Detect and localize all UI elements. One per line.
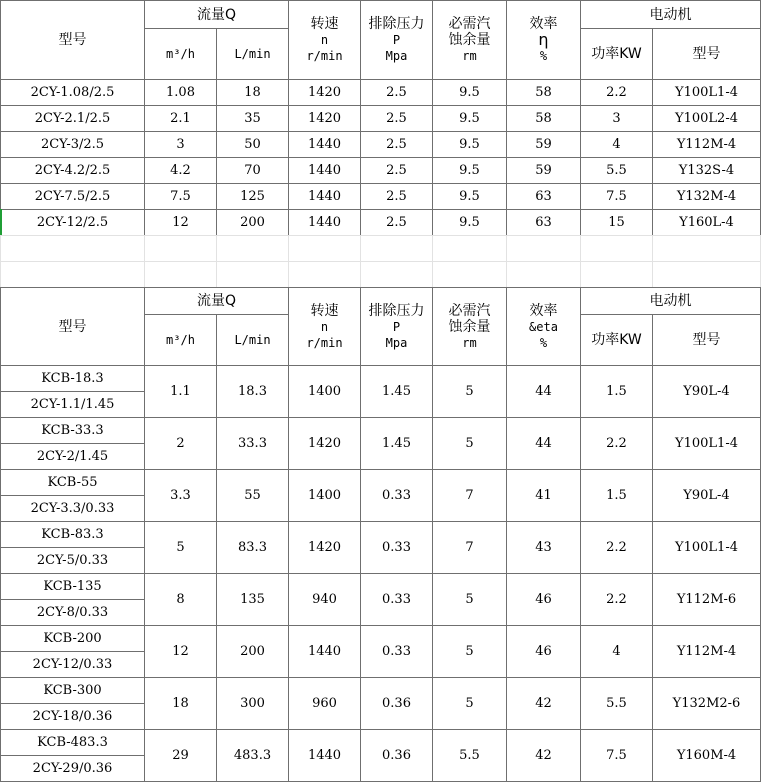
header-efficiency-title: 效率 bbox=[529, 16, 558, 32]
flow-lmin-cell[interactable]: 300 bbox=[217, 678, 289, 730]
header-npsh-unit: rm bbox=[462, 49, 477, 63]
header-pressure[interactable] bbox=[361, 288, 433, 366]
model-cell[interactable]: 2CY-12/2.5 bbox=[1, 210, 145, 236]
header-speed-title: 转速 bbox=[310, 302, 339, 319]
speed-cell[interactable]: 1420 bbox=[289, 522, 361, 574]
efficiency-cell[interactable]: 43 bbox=[507, 522, 581, 574]
motor-power-cell[interactable]: 4 bbox=[581, 626, 653, 678]
npsh-cell[interactable]: 5 bbox=[433, 626, 507, 678]
model-cell-kcb[interactable]: KCB-55 bbox=[1, 470, 145, 496]
motor-power-cell[interactable]: 4 bbox=[581, 132, 653, 158]
header-npsh[interactable] bbox=[433, 288, 507, 366]
efficiency-cell[interactable]: 63 bbox=[507, 184, 581, 210]
motor-model-cell[interactable]: Y90L-4 bbox=[653, 470, 761, 522]
header-efficiency[interactable] bbox=[507, 288, 581, 366]
motor-power-cell[interactable]: 15 bbox=[581, 210, 653, 236]
table-row bbox=[1, 80, 761, 106]
header-efficiency-unit: % bbox=[539, 335, 548, 350]
pressure-cell[interactable]: 0.33 bbox=[361, 470, 433, 522]
table2-body bbox=[1, 366, 761, 782]
motor-power-cell[interactable]: 1.5 bbox=[581, 470, 653, 522]
flow-m3h-cell[interactable]: 4.2 bbox=[145, 158, 217, 184]
motor-model-cell[interactable]: Y100L1-4 bbox=[653, 418, 761, 470]
empty-cell[interactable] bbox=[581, 262, 653, 288]
empty-cell[interactable] bbox=[361, 236, 433, 262]
header-motor-power[interactable]: 功率KW bbox=[581, 29, 653, 80]
flow-m3h-cell[interactable]: 1.08 bbox=[145, 80, 217, 106]
header-speed[interactable] bbox=[289, 288, 361, 366]
table-row bbox=[1, 184, 761, 210]
flow-m3h-cell[interactable]: 5 bbox=[145, 522, 217, 574]
efficiency-cell[interactable]: 46 bbox=[507, 574, 581, 626]
header-motor-power[interactable]: 功率KW bbox=[581, 315, 653, 366]
motor-power-cell[interactable]: 2.2 bbox=[581, 418, 653, 470]
efficiency-cell[interactable]: 63 bbox=[507, 210, 581, 236]
empty-cell[interactable] bbox=[507, 236, 581, 262]
empty-cell[interactable] bbox=[1, 236, 145, 262]
model-cell-2cy[interactable]: 2CY-5/0.33 bbox=[1, 548, 145, 574]
speed-cell[interactable]: 960 bbox=[289, 678, 361, 730]
motor-model-cell[interactable]: Y132M-4 bbox=[653, 184, 761, 210]
header-pressure-title: 排除压力 bbox=[368, 16, 425, 32]
pressure-cell[interactable]: 2.5 bbox=[361, 132, 433, 158]
flow-m3h-cell[interactable]: 3.3 bbox=[145, 470, 217, 522]
npsh-cell[interactable]: 9.5 bbox=[433, 210, 507, 236]
npsh-cell[interactable]: 9.5 bbox=[433, 158, 507, 184]
motor-power-cell[interactable]: 2.2 bbox=[581, 80, 653, 106]
flow-lmin-cell[interactable]: 50 bbox=[217, 132, 289, 158]
empty-cell[interactable] bbox=[289, 236, 361, 262]
speed-cell[interactable]: 1420 bbox=[289, 80, 361, 106]
header-efficiency-title: 效率 bbox=[529, 302, 558, 319]
header-efficiency-symbol: η bbox=[538, 30, 549, 49]
empty-cell[interactable] bbox=[653, 236, 761, 262]
header-npsh-line1: 必需汽 bbox=[448, 302, 491, 319]
table-row bbox=[1, 730, 761, 756]
flow-lmin-cell[interactable]: 33.3 bbox=[217, 418, 289, 470]
npsh-cell[interactable]: 5.5 bbox=[433, 730, 507, 782]
model-cell-2cy[interactable]: 2CY-3.3/0.33 bbox=[1, 496, 145, 522]
npsh-cell[interactable]: 9.5 bbox=[433, 132, 507, 158]
empty-cell[interactable] bbox=[1, 262, 145, 288]
efficiency-cell[interactable]: 41 bbox=[507, 470, 581, 522]
npsh-cell[interactable]: 5 bbox=[433, 418, 507, 470]
model-cell[interactable]: 2CY-4.2/2.5 bbox=[1, 158, 145, 184]
empty-cell[interactable] bbox=[145, 236, 217, 262]
npsh-cell[interactable]: 9.5 bbox=[433, 184, 507, 210]
flow-m3h-cell[interactable]: 12 bbox=[145, 210, 217, 236]
header-speed-symbol: n bbox=[320, 319, 329, 334]
model-cell[interactable]: 2CY-3/2.5 bbox=[1, 132, 145, 158]
table-row bbox=[1, 158, 761, 184]
row-selection-marker bbox=[0, 209, 2, 235]
header-pressure-symbol: P bbox=[392, 319, 401, 334]
header-speed-unit: r/min bbox=[306, 49, 343, 63]
empty-cell[interactable] bbox=[507, 262, 581, 288]
motor-model-cell[interactable]: Y100L1-4 bbox=[653, 80, 761, 106]
pressure-cell[interactable]: 0.33 bbox=[361, 574, 433, 626]
efficiency-cell[interactable]: 46 bbox=[507, 626, 581, 678]
npsh-cell[interactable]: 5 bbox=[433, 574, 507, 626]
model-cell-kcb[interactable]: KCB-483.3 bbox=[1, 730, 145, 756]
model-cell-kcb[interactable]: KCB-300 bbox=[1, 678, 145, 704]
model-cell[interactable]: 2CY-7.5/2.5 bbox=[1, 184, 145, 210]
npsh-cell[interactable]: 9.5 bbox=[433, 106, 507, 132]
model-cell-2cy[interactable]: 2CY-8/0.33 bbox=[1, 600, 145, 626]
header-flow-lmin[interactable]: L/min bbox=[217, 315, 289, 366]
npsh-cell[interactable]: 5 bbox=[433, 366, 507, 418]
empty-cell[interactable] bbox=[433, 236, 507, 262]
header-flow[interactable]: 流量Q bbox=[145, 288, 289, 315]
motor-power-cell[interactable]: 5.5 bbox=[581, 678, 653, 730]
flow-lmin-cell[interactable]: 70 bbox=[217, 158, 289, 184]
header-flow[interactable]: 流量Q bbox=[145, 1, 289, 29]
efficiency-cell[interactable]: 42 bbox=[507, 730, 581, 782]
flow-m3h-cell[interactable]: 2.1 bbox=[145, 106, 217, 132]
header-pressure-symbol: P bbox=[392, 33, 401, 47]
flow-lmin-cell[interactable]: 83.3 bbox=[217, 522, 289, 574]
speed-cell[interactable]: 1440 bbox=[289, 730, 361, 782]
table-row bbox=[1, 522, 761, 548]
motor-power-cell[interactable]: 3 bbox=[581, 106, 653, 132]
header-npsh[interactable] bbox=[433, 1, 507, 80]
table-row bbox=[1, 574, 761, 600]
pressure-cell[interactable]: 0.33 bbox=[361, 522, 433, 574]
model-cell-kcb[interactable]: KCB-200 bbox=[1, 626, 145, 652]
flow-m3h-cell[interactable]: 12 bbox=[145, 626, 217, 678]
header-motor[interactable]: 电动机 bbox=[581, 288, 761, 315]
header-npsh-line1: 必需汽 bbox=[448, 16, 491, 32]
motor-power-cell[interactable]: 7.5 bbox=[581, 184, 653, 210]
flow-lmin-cell[interactable]: 200 bbox=[217, 626, 289, 678]
pump-spec-table-2cy bbox=[0, 0, 761, 236]
table-row bbox=[1, 626, 761, 652]
pressure-cell[interactable]: 2.5 bbox=[361, 106, 433, 132]
empty-cell[interactable] bbox=[433, 262, 507, 288]
header-npsh-line2: 蚀余量 bbox=[448, 32, 491, 48]
efficiency-cell[interactable]: 59 bbox=[507, 132, 581, 158]
model-cell[interactable]: 2CY-1.08/2.5 bbox=[1, 80, 145, 106]
flow-m3h-cell[interactable]: 29 bbox=[145, 730, 217, 782]
header-npsh-unit: rm bbox=[462, 335, 477, 350]
motor-model-cell[interactable]: Y100L2-4 bbox=[653, 106, 761, 132]
table-row bbox=[1, 106, 761, 132]
empty-cell[interactable] bbox=[289, 262, 361, 288]
efficiency-cell[interactable]: 44 bbox=[507, 418, 581, 470]
motor-power-cell[interactable]: 5.5 bbox=[581, 158, 653, 184]
flow-m3h-cell[interactable]: 18 bbox=[145, 678, 217, 730]
header-speed-unit: r/min bbox=[306, 335, 343, 350]
efficiency-cell[interactable]: 44 bbox=[507, 366, 581, 418]
header-speed[interactable] bbox=[289, 1, 361, 80]
model-cell-kcb[interactable]: KCB-33.3 bbox=[1, 418, 145, 444]
table-row bbox=[1, 210, 761, 236]
model-cell-kcb[interactable]: KCB-135 bbox=[1, 574, 145, 600]
model-cell-kcb[interactable]: KCB-83.3 bbox=[1, 522, 145, 548]
flow-lmin-cell[interactable]: 135 bbox=[217, 574, 289, 626]
model-cell-kcb[interactable]: KCB-18.3 bbox=[1, 366, 145, 392]
model-cell-2cy[interactable]: 2CY-18/0.36 bbox=[1, 704, 145, 730]
speed-cell[interactable]: 1440 bbox=[289, 132, 361, 158]
header-efficiency-unit: % bbox=[539, 49, 548, 63]
flow-m3h-cell[interactable]: 7.5 bbox=[145, 184, 217, 210]
pressure-cell[interactable]: 2.5 bbox=[361, 158, 433, 184]
header-pressure-unit: Mpa bbox=[385, 335, 408, 350]
npsh-cell[interactable]: 7 bbox=[433, 522, 507, 574]
pressure-cell[interactable]: 2.5 bbox=[361, 210, 433, 236]
header-npsh-line2: 蚀余量 bbox=[448, 318, 491, 335]
motor-power-cell[interactable]: 1.5 bbox=[581, 366, 653, 418]
motor-model-cell[interactable]: Y100L1-4 bbox=[653, 522, 761, 574]
efficiency-cell[interactable]: 58 bbox=[507, 106, 581, 132]
flow-lmin-cell[interactable]: 125 bbox=[217, 184, 289, 210]
speed-cell[interactable]: 1440 bbox=[289, 184, 361, 210]
header-model[interactable]: 型号 bbox=[1, 288, 145, 366]
speed-cell[interactable]: 1420 bbox=[289, 106, 361, 132]
table-row bbox=[1, 418, 761, 444]
header-efficiency-symbol: &eta bbox=[529, 319, 558, 334]
empty-cell[interactable] bbox=[145, 262, 217, 288]
model-cell-2cy[interactable]: 2CY-1.1/1.45 bbox=[1, 392, 145, 418]
header-flow-m3h[interactable]: m³/h bbox=[145, 29, 217, 80]
empty-cell[interactable] bbox=[217, 262, 289, 288]
header-speed-symbol: n bbox=[320, 33, 329, 47]
header-speed-title: 转速 bbox=[310, 16, 339, 32]
pressure-cell[interactable]: 1.45 bbox=[361, 366, 433, 418]
model-cell-2cy[interactable]: 2CY-2/1.45 bbox=[1, 444, 145, 470]
header-motor-model[interactable]: 型号 bbox=[653, 315, 761, 366]
efficiency-cell[interactable]: 59 bbox=[507, 158, 581, 184]
table-row bbox=[1, 132, 761, 158]
flow-m3h-cell[interactable]: 1.1 bbox=[145, 366, 217, 418]
motor-model-cell[interactable]: Y132M2-6 bbox=[653, 678, 761, 730]
header-pressure[interactable] bbox=[361, 1, 433, 80]
flow-lmin-cell[interactable]: 200 bbox=[217, 210, 289, 236]
flow-lmin-cell[interactable]: 35 bbox=[217, 106, 289, 132]
motor-model-cell[interactable]: Y90L-4 bbox=[653, 366, 761, 418]
header-pressure-unit: Mpa bbox=[385, 49, 408, 63]
motor-model-cell[interactable]: Y132S-4 bbox=[653, 158, 761, 184]
speed-cell[interactable]: 1420 bbox=[289, 418, 361, 470]
motor-model-cell[interactable]: Y112M-4 bbox=[653, 132, 761, 158]
empty-cell[interactable] bbox=[361, 262, 433, 288]
speed-cell[interactable]: 1400 bbox=[289, 366, 361, 418]
speed-cell[interactable]: 1440 bbox=[289, 210, 361, 236]
speed-cell[interactable]: 1440 bbox=[289, 626, 361, 678]
header-motor-model[interactable]: 型号 bbox=[653, 29, 761, 80]
motor-power-cell[interactable]: 7.5 bbox=[581, 730, 653, 782]
flow-m3h-cell[interactable]: 3 bbox=[145, 132, 217, 158]
model-cell-2cy[interactable]: 2CY-12/0.33 bbox=[1, 652, 145, 678]
flow-lmin-cell[interactable]: 18 bbox=[217, 80, 289, 106]
pressure-cell[interactable]: 2.5 bbox=[361, 184, 433, 210]
table1-body bbox=[1, 80, 761, 236]
header-flow-lmin[interactable]: L/min bbox=[217, 29, 289, 80]
flow-m3h-cell[interactable]: 2 bbox=[145, 418, 217, 470]
header-pressure-title: 排除压力 bbox=[368, 302, 425, 319]
efficiency-cell[interactable]: 58 bbox=[507, 80, 581, 106]
flow-lmin-cell[interactable]: 483.3 bbox=[217, 730, 289, 782]
motor-model-cell[interactable]: Y160M-4 bbox=[653, 730, 761, 782]
motor-power-cell[interactable]: 2.2 bbox=[581, 574, 653, 626]
pressure-cell[interactable]: 1.45 bbox=[361, 418, 433, 470]
motor-model-cell[interactable]: Y112M-6 bbox=[653, 574, 761, 626]
table-row bbox=[1, 470, 761, 496]
speed-cell[interactable]: 1400 bbox=[289, 470, 361, 522]
header-model[interactable]: 型号 bbox=[1, 1, 145, 80]
empty-cell[interactable] bbox=[217, 236, 289, 262]
pump-spec-table-kcb bbox=[0, 287, 761, 782]
header-efficiency[interactable] bbox=[507, 1, 581, 80]
motor-model-cell[interactable]: Y112M-4 bbox=[653, 626, 761, 678]
header-motor[interactable]: 电动机 bbox=[581, 1, 761, 29]
speed-cell[interactable]: 1440 bbox=[289, 158, 361, 184]
motor-power-cell[interactable]: 2.2 bbox=[581, 522, 653, 574]
header-flow-m3h[interactable]: m³/h bbox=[145, 315, 217, 366]
empty-rows bbox=[0, 235, 761, 288]
motor-model-cell[interactable]: Y160L-4 bbox=[653, 210, 761, 236]
pressure-cell[interactable]: 0.36 bbox=[361, 678, 433, 730]
speed-cell[interactable]: 940 bbox=[289, 574, 361, 626]
empty-cell[interactable] bbox=[653, 262, 761, 288]
model-cell[interactable]: 2CY-2.1/2.5 bbox=[1, 106, 145, 132]
model-cell-2cy[interactable]: 2CY-29/0.36 bbox=[1, 756, 145, 782]
pressure-cell[interactable]: 2.5 bbox=[361, 80, 433, 106]
npsh-cell[interactable]: 7 bbox=[433, 470, 507, 522]
empty-cell[interactable] bbox=[581, 236, 653, 262]
flow-lmin-cell[interactable]: 55 bbox=[217, 470, 289, 522]
npsh-cell[interactable]: 5 bbox=[433, 678, 507, 730]
pressure-cell[interactable]: 0.36 bbox=[361, 730, 433, 782]
flow-m3h-cell[interactable]: 8 bbox=[145, 574, 217, 626]
table-row bbox=[1, 366, 761, 392]
efficiency-cell[interactable]: 42 bbox=[507, 678, 581, 730]
flow-lmin-cell[interactable]: 18.3 bbox=[217, 366, 289, 418]
table-row bbox=[1, 678, 761, 704]
pressure-cell[interactable]: 0.33 bbox=[361, 626, 433, 678]
npsh-cell[interactable]: 9.5 bbox=[433, 80, 507, 106]
